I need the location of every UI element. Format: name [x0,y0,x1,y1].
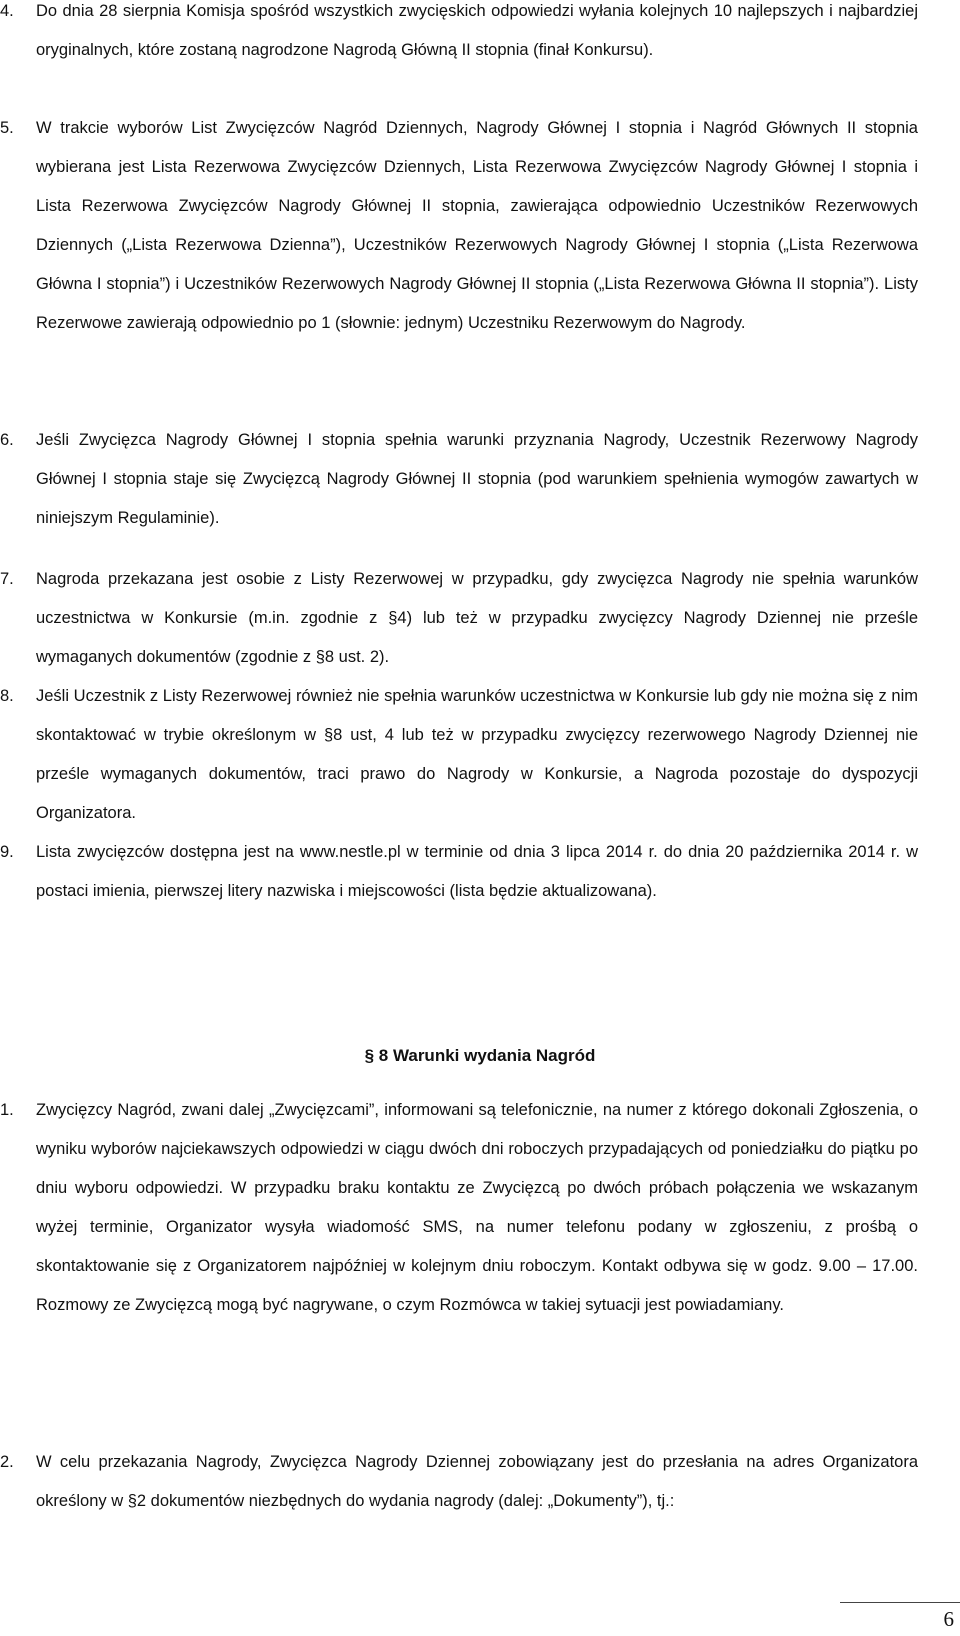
list-item-text: W trakcie wyborów List Zwycięzców Nagród Dziennych, Nagrody Głównej I stopnia i Nagród Głównych II stopnia wybierana jest Lista Rezerwowa Zwycięzców Dziennych, Lista Rezerwowa Zwycięzców Nagrody Głównej I stopnia i Lista Rezerwowa Zwycięzców Nagrody Głównej II stopnia, zawierająca odpowiednio Uczestników Rezerwowych Dziennych („Lista Rezerwowa Dzienna”), Uczestników Rezerwowych Nagrody Głównej I stopnia („Lista Rezerwowa Główna I stopnia”) i Uczestników Rezerwowych Nagrody Głównej II stopnia („Lista Rezerwowa Główna II stopnia”). Listy Rezerwowe zawierają odpowiednio po 1 (słownie: jednym) Uczestniku Rezerwowym do Nagrody. [36,119,918,332]
list-item-number: 6. [0,431,14,449]
list-item-number: 9. [0,843,14,861]
list-item-text: Jeśli Uczestnik z Listy Rezerwowej również nie spełnia warunków uczestnictwa w Konkursie lub gdy nie można się z nim skontaktować w trybie określonym w §8 ust, 4 lub też w przypadku zwycięzcy rezerwowego Nagrody Dziennej nie prześle wymaganych dokumentów, traci prawo do Nagrody w Konkursie, a Nagroda pozostaje do dyspozycji Organizatora. [36,687,918,822]
list-item-text: Zwycięzcy Nagród, zwani dalej „Zwycięzcami”, informowani są telefonicznie, na numer z którego dokonali Zgłoszenia, o wyniku wyborów najciekawszych odpowiedzi w ciągu dwóch dni roboczych przypadających od poniedziałku do piątku po dniu wyboru odpowiedzi. W przypadku braku kontaktu ze Zwycięzcą po dwóch próbach połączenia we wskazanym wyżej terminie, Organizator wysyła wiadomość SMS, na numer telefonu podany w zgłoszeniu, z prośbą o skontaktowanie się z Organizatorem najpóźniej w kolejnym dniu roboczym. Kontakt odbywa się w godz. 9.00 – 17.00. Rozmowy ze Zwycięzcą mogą być nagrywane, o czym Rozmówca w takiej sytuacji jest powiadamiany. [36,1101,918,1314]
list-item-number: 4. [0,2,14,20]
list-item-number: 2. [0,1453,14,1471]
list-item-text: Lista zwycięzców dostępna jest na www.nestle.pl w terminie od dnia 3 lipca 2014 r. do dnia 20 października 2014 r. w postaci imienia, pierwszej litery nazwiska i miejscowości (lista będzie aktualizowana). [36,843,918,900]
list-item-text: Jeśli Zwycięzca Nagrody Głównej I stopnia spełnia warunki przyznania Nagrody, Uczestnik Rezerwowy Nagrody Głównej I stopnia staje się Zwycięzcą Nagrody Głównej II stopnia (pod warunkiem spełnienia wymogów zawartych w niniejszym Regulaminie). [36,431,918,527]
footer-divider [840,1602,960,1603]
list-item-text: Do dnia 28 sierpnia Komisja spośród wszystkich zwycięskich odpowiedzi wyłania kolejnych 10 najlepszych i najbardziej oryginalnych, które zostaną nagrodzone Nagrodą Główną II stopnia (finał Konkursu). [36,2,918,59]
list-item-number: 7. [0,570,14,588]
page-number: 6 [943,1607,954,1631]
section-heading: § 8 Warunki wydania Nagród [364,1046,596,1065]
list-item-text: Nagroda przekazana jest osobie z Listy Rezerwowej w przypadku, gdy zwycięzca Nagrody nie spełnia warunków uczestnictwa w Konkursie (m.in. zgodnie z §4) lub też w przypadku zwycięzcy Nagrody Dziennej nie prześle wymaganych dokumentów (zgodnie z §8 ust. 2). [36,570,918,666]
list-item-number: 8. [0,687,14,705]
list-item-number: 1. [0,1101,14,1119]
list-item-number: 5. [0,119,14,137]
list-item-text: W celu przekazania Nagrody, Zwycięzca Nagrody Dziennej zobowiązany jest do przesłania na adres Organizatora określony w §2 dokumentów niezbędnych do wydania nagrody (dalej: „Dokumenty”), tj.: [36,1453,918,1510]
